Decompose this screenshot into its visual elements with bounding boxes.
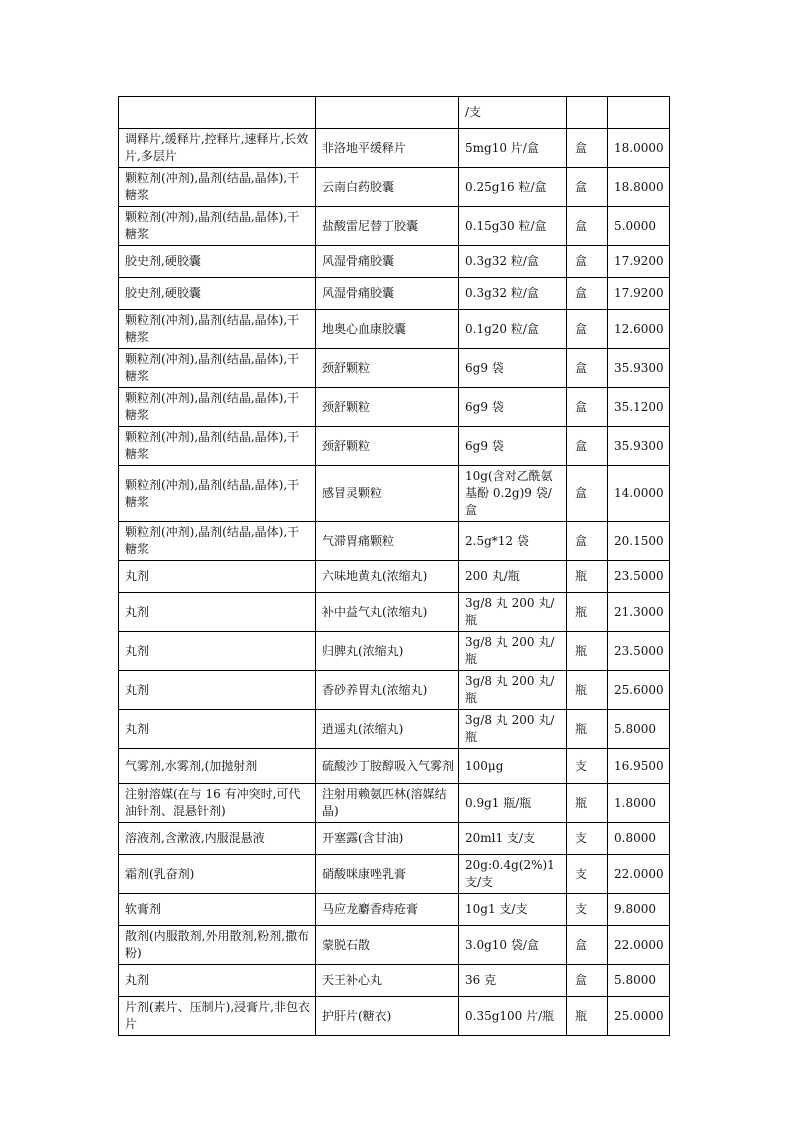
drug-name-cell: 颈舒颗粒: [316, 388, 459, 427]
price-cell: 0.8000: [608, 823, 670, 855]
specification-cell: 0.35g100 片/瓶: [459, 997, 567, 1036]
specification-cell: 100μg: [459, 749, 567, 784]
dosage-form-cell: 颗粒剂(冲剂),晶剂(结晶,晶体),干糖浆: [119, 349, 316, 388]
unit-cell: 盒: [567, 278, 608, 310]
dosage-form-cell: 颗粒剂(冲剂),晶剂(结晶,晶体),干糖浆: [119, 207, 316, 246]
dosage-form-cell: 霜剂(乳奋剂): [119, 855, 316, 894]
drug-name-cell: 地奥心血康胶囊: [316, 310, 459, 349]
drug-name-cell: 香砂养胃丸(浓缩丸): [316, 671, 459, 710]
table-row: [119, 965, 670, 997]
drug-price-table: [118, 96, 670, 1036]
drug-name-cell: 盐酸雷尼替丁胶囊: [316, 207, 459, 246]
table-row: [119, 207, 670, 246]
table-row: [119, 129, 670, 168]
drug-name-cell: 补中益气丸(浓缩丸): [316, 593, 459, 632]
price-cell: 17.9200: [608, 246, 670, 278]
dosage-form-cell: 颗粒剂(冲剂),晶剂(结晶,晶体),干糖浆: [119, 388, 316, 427]
drug-name-cell: 开塞露(含甘油): [316, 823, 459, 855]
price-cell: 16.9500: [608, 749, 670, 784]
drug-name-cell: 注射用赖氨匹林(溶媒结晶): [316, 784, 459, 823]
specification-cell: 0.3g32 粒/盒: [459, 278, 567, 310]
price-cell: 18.8000: [608, 168, 670, 207]
drug-name-cell: 颈舒颗粒: [316, 427, 459, 466]
drug-name-cell: 六味地黄丸(浓缩丸): [316, 561, 459, 593]
unit-cell: 盒: [567, 168, 608, 207]
price-cell: [608, 97, 670, 129]
specification-cell: 0.9g1 瓶/瓶: [459, 784, 567, 823]
dosage-form-cell: 颗粒剂(冲剂),晶剂(结晶,晶体),干糖浆: [119, 310, 316, 349]
drug-name-cell: 感冒灵颗粒: [316, 466, 459, 522]
table-row: [119, 278, 670, 310]
price-cell: 12.6000: [608, 310, 670, 349]
specification-cell: 3g/8 丸 200 丸/瓶: [459, 593, 567, 632]
specification-cell: 0.25g16 粒/盒: [459, 168, 567, 207]
price-cell: 14.0000: [608, 466, 670, 522]
specification-cell: 3g/8 丸 200 丸/瓶: [459, 710, 567, 749]
table-row: [119, 97, 670, 129]
table-body: [119, 97, 670, 1036]
drug-name-cell: 马应龙麝香痔疮膏: [316, 894, 459, 926]
unit-cell: 支: [567, 855, 608, 894]
price-cell: 5.0000: [608, 207, 670, 246]
price-cell: 5.8000: [608, 710, 670, 749]
drug-name-cell: 硝酸咪康唑乳膏: [316, 855, 459, 894]
drug-name-cell: 归脾丸(浓缩丸): [316, 632, 459, 671]
dosage-form-cell: [119, 97, 316, 129]
table-row: [119, 349, 670, 388]
unit-cell: 盒: [567, 388, 608, 427]
unit-cell: 瓶: [567, 710, 608, 749]
table-row: [119, 561, 670, 593]
unit-cell: 瓶: [567, 593, 608, 632]
specification-cell: 20g:0.4g(2%)1 支/支: [459, 855, 567, 894]
unit-cell: 盒: [567, 246, 608, 278]
table-row: [119, 855, 670, 894]
dosage-form-cell: 溶液剂,含漱液,内服混悬液: [119, 823, 316, 855]
dosage-form-cell: 颗粒剂(冲剂),晶剂(结晶,晶体),干糖浆: [119, 427, 316, 466]
unit-cell: 支: [567, 749, 608, 784]
dosage-form-cell: 丸剂: [119, 561, 316, 593]
unit-cell: 盒: [567, 466, 608, 522]
drug-name-cell: 云南白药胶囊: [316, 168, 459, 207]
table-row: [119, 671, 670, 710]
price-cell: 1.8000: [608, 784, 670, 823]
drug-name-cell: 蒙脱石散: [316, 926, 459, 965]
dosage-form-cell: 颗粒剂(冲剂),晶剂(结晶,晶体),干糖浆: [119, 168, 316, 207]
specification-cell: 0.15g30 粒/盒: [459, 207, 567, 246]
price-cell: 25.0000: [608, 997, 670, 1036]
dosage-form-cell: 软膏剂: [119, 894, 316, 926]
specification-cell: 10g(含对乙酰氨基酚 0.2g)9 袋/盒: [459, 466, 567, 522]
drug-name-cell: 非洛地平缓释片: [316, 129, 459, 168]
dosage-form-cell: 片剂(素片、压制片),浸膏片,非包衣片: [119, 997, 316, 1036]
dosage-form-cell: 丸剂: [119, 671, 316, 710]
drug-name-cell: 风湿骨痛胶囊: [316, 278, 459, 310]
price-cell: 23.5000: [608, 561, 670, 593]
price-cell: 35.9300: [608, 349, 670, 388]
table-row: [119, 784, 670, 823]
price-cell: 5.8000: [608, 965, 670, 997]
price-cell: 25.6000: [608, 671, 670, 710]
unit-cell: 瓶: [567, 671, 608, 710]
drug-name-cell: 风湿骨痛胶囊: [316, 246, 459, 278]
dosage-form-cell: 颗粒剂(冲剂),晶剂(结晶,晶体),干糖浆: [119, 522, 316, 561]
price-cell: 35.9300: [608, 427, 670, 466]
unit-cell: 盒: [567, 965, 608, 997]
price-cell: 23.5000: [608, 632, 670, 671]
drug-name-cell: 颈舒颗粒: [316, 349, 459, 388]
table-row: [119, 168, 670, 207]
table-row: [119, 593, 670, 632]
drug-name-cell: 硫酸沙丁胺醇吸入气雾剂: [316, 749, 459, 784]
table-row: [119, 388, 670, 427]
price-cell: 35.1200: [608, 388, 670, 427]
table-row: [119, 710, 670, 749]
specification-cell: 6g9 袋: [459, 388, 567, 427]
dosage-form-cell: 丸剂: [119, 965, 316, 997]
table-row: [119, 522, 670, 561]
dosage-form-cell: 气雾剂,水雾剂,(加抛射剂: [119, 749, 316, 784]
dosage-form-cell: 丸剂: [119, 593, 316, 632]
price-cell: 18.0000: [608, 129, 670, 168]
unit-cell: 盒: [567, 522, 608, 561]
table-row: [119, 310, 670, 349]
specification-cell: /支: [459, 97, 567, 129]
specification-cell: 10g1 支/支: [459, 894, 567, 926]
unit-cell: 盒: [567, 207, 608, 246]
price-cell: 20.1500: [608, 522, 670, 561]
table-row: [119, 823, 670, 855]
unit-cell: [567, 97, 608, 129]
price-cell: 21.3000: [608, 593, 670, 632]
unit-cell: 支: [567, 823, 608, 855]
table-row: [119, 749, 670, 784]
specification-cell: 36 克: [459, 965, 567, 997]
price-cell: 22.0000: [608, 926, 670, 965]
table-row: [119, 427, 670, 466]
unit-cell: 盒: [567, 310, 608, 349]
specification-cell: 2.5g*12 袋: [459, 522, 567, 561]
dosage-form-cell: 丸剂: [119, 632, 316, 671]
specification-cell: 20ml1 支/支: [459, 823, 567, 855]
unit-cell: 瓶: [567, 784, 608, 823]
specification-cell: 6g9 袋: [459, 427, 567, 466]
table-row: [119, 894, 670, 926]
price-cell: 17.9200: [608, 278, 670, 310]
drug-name-cell: 护肝片(糖衣): [316, 997, 459, 1036]
unit-cell: 瓶: [567, 561, 608, 593]
drug-name-cell: 气滞胃痛颗粒: [316, 522, 459, 561]
unit-cell: 瓶: [567, 997, 608, 1036]
specification-cell: 3g/8 丸 200 丸/瓶: [459, 632, 567, 671]
specification-cell: 200 丸/瓶: [459, 561, 567, 593]
specification-cell: 3.0g10 袋/盒: [459, 926, 567, 965]
unit-cell: 盒: [567, 427, 608, 466]
dosage-form-cell: 胶史剂,硬胶囊: [119, 278, 316, 310]
unit-cell: 盒: [567, 926, 608, 965]
drug-name-cell: 天王补心丸: [316, 965, 459, 997]
unit-cell: 瓶: [567, 632, 608, 671]
unit-cell: 支: [567, 894, 608, 926]
dosage-form-cell: 丸剂: [119, 710, 316, 749]
table-row: [119, 926, 670, 965]
specification-cell: 6g9 袋: [459, 349, 567, 388]
price-cell: 9.8000: [608, 894, 670, 926]
dosage-form-cell: 胶史剂,硬胶囊: [119, 246, 316, 278]
dosage-form-cell: 调释片,缓释片,控释片,速释片,长效片,多层片: [119, 129, 316, 168]
specification-cell: 3g/8 丸 200 丸/瓶: [459, 671, 567, 710]
drug-name-cell: [316, 97, 459, 129]
unit-cell: 盒: [567, 349, 608, 388]
specification-cell: 0.3g32 粒/盒: [459, 246, 567, 278]
table-row: [119, 632, 670, 671]
table-row: [119, 997, 670, 1036]
specification-cell: 0.1g20 粒/盒: [459, 310, 567, 349]
price-cell: 22.0000: [608, 855, 670, 894]
dosage-form-cell: 散剂(内服散剂,外用散剂,粉剂,撒布粉): [119, 926, 316, 965]
dosage-form-cell: 注射溶媒(在与 16 有冲突时,可代油针剂、混悬针剂): [119, 784, 316, 823]
unit-cell: 盒: [567, 129, 608, 168]
table-row: [119, 466, 670, 522]
drug-name-cell: 逍遥丸(浓缩丸): [316, 710, 459, 749]
dosage-form-cell: 颗粒剂(冲剂),晶剂(结晶,晶体),干糖浆: [119, 466, 316, 522]
table-row: [119, 246, 670, 278]
specification-cell: 5mg10 片/盒: [459, 129, 567, 168]
